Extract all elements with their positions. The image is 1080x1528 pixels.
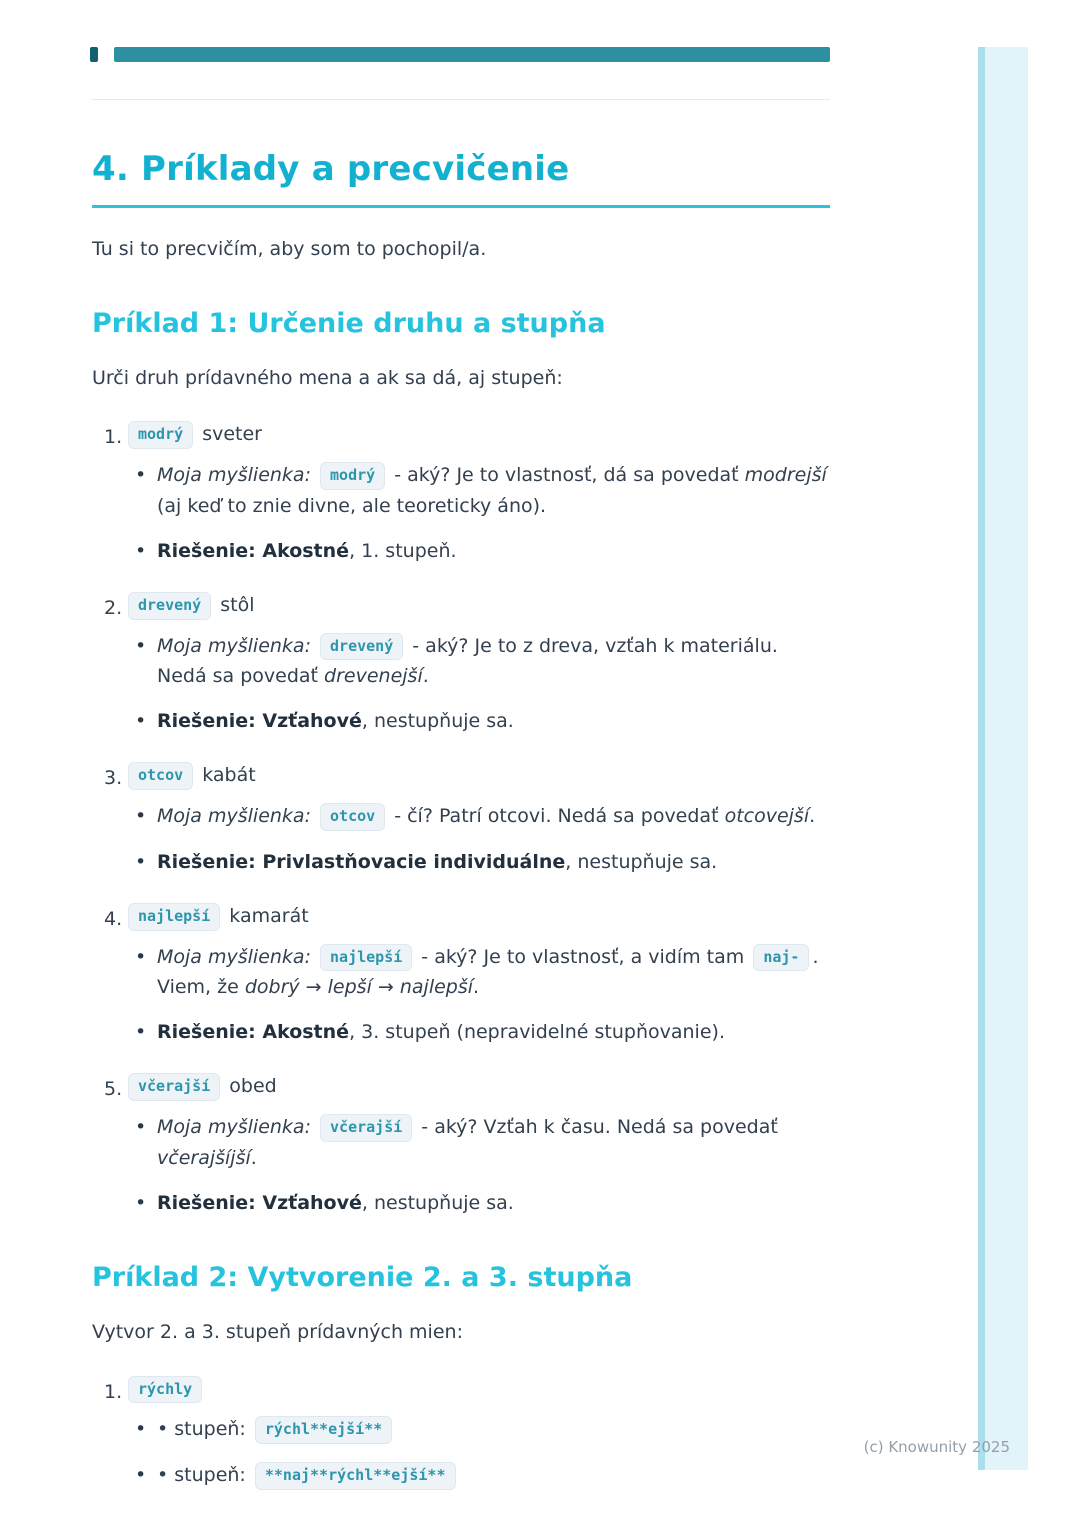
item-number: 5. (104, 1078, 123, 1101)
bold-text: Riešenie: Privlastňovacie individuálne (157, 850, 566, 873)
text-run: • stupeň: (157, 1418, 252, 1441)
inline-code-chip: rýchl**ejší** (255, 1416, 392, 1444)
copyright-note: (c) Knowunity 2025 (863, 1438, 1010, 1456)
item-term (125, 764, 256, 786)
section-heading: Príklad 2: Vytvorenie 2. a 3. stupňa (92, 1262, 633, 1294)
inline-code-chip: naj- (753, 944, 809, 972)
item-notes (125, 631, 830, 737)
item-number: 2. (104, 596, 123, 619)
note-line-text (157, 1021, 725, 1043)
section-lead: Vytvor 2. a 3. stupeň prídavných mien: (92, 1321, 463, 1344)
inline-code-chip: drevený (128, 592, 211, 620)
text-run (311, 946, 317, 968)
example-section (92, 1260, 830, 1491)
bold-text: Riešenie: Akostné (157, 1021, 350, 1044)
text-run: - aký? Je to z dreva, vzťah k materiálu. Nedá sa povedať (157, 634, 778, 688)
text-run: kabát (196, 764, 256, 787)
note-line-text (157, 710, 514, 732)
text-run: , nestupňuje sa. (361, 1192, 514, 1214)
item-term (125, 1075, 277, 1097)
italic-text: Moja myšlienka: (157, 805, 311, 828)
note-line-text (157, 540, 457, 562)
item-notes (125, 1414, 830, 1491)
inline-code-chip: včerajší (128, 1073, 220, 1101)
inline-code-chip: rýchly (128, 1376, 202, 1404)
item-notes (125, 801, 830, 877)
note-line (125, 536, 830, 566)
note-line-text (157, 1192, 514, 1214)
intro-text: Tu si to precvičím, aby som to pochopil/a. (92, 237, 487, 260)
item-term (125, 1378, 205, 1400)
text-run: sveter (196, 423, 262, 446)
text-run: obed (223, 1075, 277, 1098)
text-run: - aký? Je to vlastnosť, a vidím tam (415, 945, 751, 968)
inline-code-chip: drevený (320, 633, 403, 661)
inline-code-chip: modrý (128, 421, 193, 449)
note-line (125, 1460, 830, 1491)
text-run: , 3. stupeň (nepravidelné stupňovanie). (349, 1021, 725, 1044)
bold-text: Riešenie: Vzťahové (157, 1192, 362, 1214)
text-run (311, 635, 317, 657)
note-line (125, 631, 830, 692)
italic-text: drevenejší (324, 665, 423, 688)
italic-text: včerajšíjší (157, 1146, 251, 1169)
text-run: . (473, 976, 480, 999)
item-number: 1. (104, 1380, 123, 1403)
item-notes (125, 460, 830, 566)
exercise-item (92, 590, 830, 737)
text-run: - aký? Je to vlastnosť, dá sa povedať (388, 464, 745, 487)
exercise-item (92, 1374, 830, 1491)
section-heading: Príklad 1: Určenie druhu a stupňa (92, 307, 606, 339)
italic-text: Moja myšlienka: (157, 634, 311, 657)
italic-text: Moja myšlienka: (157, 1116, 311, 1139)
inline-code-chip: najlepší (320, 944, 412, 972)
inline-code-chip: včerajší (320, 1114, 412, 1142)
text-run: stôl (214, 593, 255, 616)
text-run: . (809, 805, 816, 828)
exercise-item (92, 1071, 830, 1218)
note-line (125, 1017, 830, 1047)
note-line-text (157, 805, 815, 827)
example-section (92, 306, 830, 1218)
italic-text: modrejší (744, 464, 827, 487)
sections-container (92, 306, 830, 1491)
text-run: , 1. stupeň. (349, 539, 457, 562)
note-line (125, 1414, 830, 1445)
text-run: . (250, 1146, 257, 1169)
text-run (311, 464, 317, 486)
italic-text: Moja myšlienka: (157, 945, 311, 968)
inline-code-chip: modrý (320, 462, 385, 490)
text-run: , nestupňuje sa. (361, 710, 514, 733)
note-line (125, 1112, 830, 1173)
inline-code-chip: **naj**rýchl**ejší** (255, 1462, 456, 1490)
text-run: kamarát (223, 904, 309, 927)
note-line (125, 706, 830, 736)
inline-code-chip: otcov (128, 762, 193, 790)
text-run (311, 1116, 317, 1138)
bold-text: Riešenie: Vzťahové (157, 710, 362, 733)
inline-code-chip: najlepší (128, 903, 220, 931)
note-line-text (157, 635, 778, 688)
text-run: . (422, 665, 429, 688)
exercise-item (92, 760, 830, 877)
item-notes (125, 1112, 830, 1218)
item-notes (125, 942, 830, 1048)
note-line-text (157, 1418, 395, 1440)
text-run: • stupeň: (157, 1464, 252, 1486)
note-line (125, 801, 830, 832)
inline-code-chip: otcov (320, 803, 385, 831)
text-run: (aj keď to znie divne, ale teoreticky áno). (157, 494, 547, 517)
text-run: - aký? Vzťah k času. Nedá sa povedať (415, 1116, 778, 1139)
exercise-item (92, 901, 830, 1048)
text-run: . Viem, že (157, 945, 819, 999)
note-line-text (157, 851, 717, 873)
text-run (311, 805, 317, 827)
item-term (125, 423, 262, 445)
italic-text: dobrý → lepší → najlepší (244, 976, 474, 999)
note-line (125, 942, 830, 1003)
italic-text: otcovejší (724, 805, 810, 828)
item-number: 3. (104, 767, 123, 790)
item-number: 4. (104, 907, 123, 930)
italic-text: Moja myšlienka: (157, 464, 311, 487)
item-term (125, 594, 255, 616)
note-line-text (157, 946, 819, 999)
note-line (125, 460, 830, 521)
note-line (125, 1188, 830, 1218)
note-line-text (157, 1116, 778, 1169)
section-lead: Urči druh prídavného mena a ak sa dá, aj stupeň: (92, 366, 563, 389)
note-line-text (157, 1464, 459, 1486)
note-line (125, 847, 830, 877)
bold-text: Riešenie: Akostné (157, 539, 350, 562)
text-run: , nestupňuje sa. (565, 850, 718, 873)
exercise-list (92, 1374, 830, 1491)
text-run: - čí? Patrí otcovi. Nedá sa povedať (388, 805, 725, 828)
exercise-item (92, 419, 830, 566)
item-term (125, 905, 309, 927)
exercise-list (92, 419, 830, 1218)
item-number: 1. (104, 426, 123, 449)
note-line-text (157, 464, 827, 517)
page-title: 4. Príklady a precvičenie (92, 148, 830, 208)
